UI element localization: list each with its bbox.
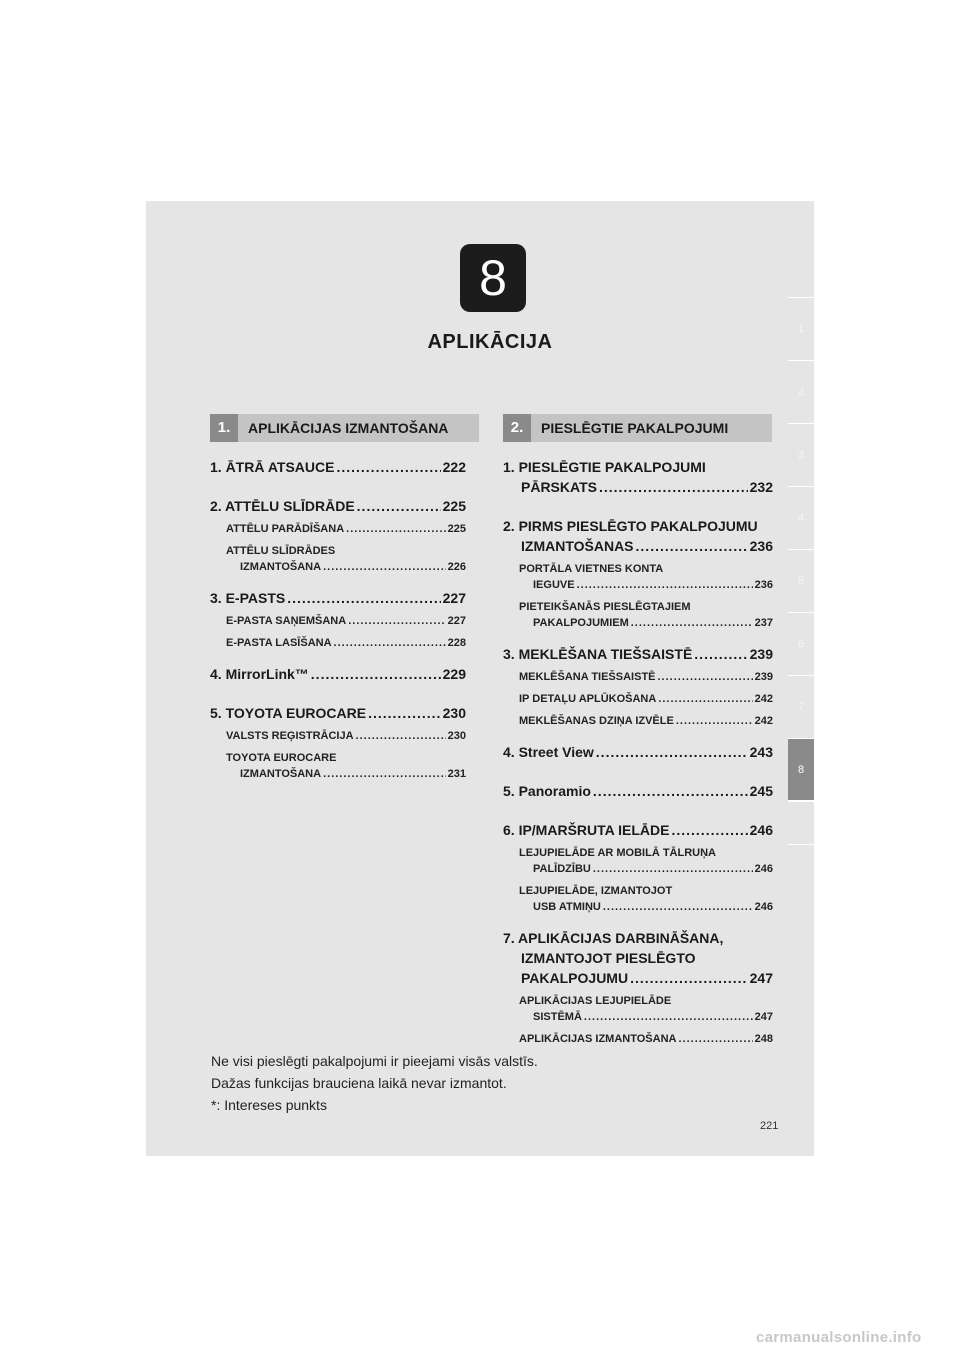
toc-subentry-title: IP DETAĻU APLŪKOŠANA [519,693,657,705]
leader-dots [311,664,441,684]
toc-entry-line[interactable] [503,968,773,988]
toc-entry-page: 239 [749,646,773,662]
toc-subentries [503,669,773,729]
toc-subentry-title: PALĪDZĪBU [533,863,591,875]
toc-subentry-line[interactable] [503,577,773,593]
toc-entry [503,742,773,762]
footer-note: Dažas funkcijas brauciena laikā nevar izmantot. [211,1075,507,1091]
chapter-tab-1[interactable]: 1 [788,297,814,360]
toc-subentry-line[interactable] [210,613,466,629]
toc-entry [503,928,773,1047]
toc-subentry [503,993,773,1025]
toc-subentry-page: 230 [447,730,466,742]
toc-entry-line[interactable] [503,742,773,762]
toc-entry-page: 236 [749,538,773,554]
chapter-tab-3[interactable]: 3 [788,423,814,486]
toc-subentry [503,883,773,915]
toc-subentry-page: 228 [447,637,466,649]
leader-dots [356,728,446,744]
leader-dots [323,559,446,575]
toc-subentry [503,561,773,593]
toc-subentry-title: MEKLĒŠANAS DZIŅA IZVĒLE [519,715,674,727]
toc-entry-title: IZMANTOJOT PIESLĒGTO [521,950,696,966]
leader-dots [593,781,748,801]
toc-subentry-page: 236 [754,579,773,591]
toc-subentry-line[interactable] [210,521,466,537]
toc-subentry-line[interactable] [503,993,773,1009]
toc-subentry-line[interactable] [503,883,773,899]
chapter-tab-5[interactable]: 5 [788,549,814,612]
toc-entry-page: 227 [442,590,466,606]
toc-subentry-line[interactable] [503,691,773,707]
toc-entry-title: 5. Panoramio [503,783,591,799]
leader-dots [658,669,753,685]
toc-subentry-line[interactable] [503,899,773,915]
toc-entry-title: 4. MirrorLink™ [210,666,309,682]
toc-entry-title: 4. Street View [503,744,594,760]
toc-subentry-title: APLIKĀCIJAS LEJUPIELĀDE [519,995,672,1007]
toc-entry-page: 222 [442,459,466,475]
toc-subentries [210,613,466,651]
toc-entry-title: 3. MEKLĒŠANA TIEŠSAISTĒ [503,646,693,662]
toc-entry-title: 1. PIESLĒGTIE PAKALPOJUMI [503,459,706,475]
toc-subentries [503,561,773,631]
toc-subentry-title: PORTĀLA VIETNES KONTA [519,563,664,575]
leader-dots [577,577,753,593]
toc-subentry-line[interactable] [503,1009,773,1025]
toc-entry-line[interactable] [210,703,466,723]
toc-entry-title: 2. ATTĒLU SLĪDRĀDE [210,498,355,514]
toc-entry-title: 3. E-PASTS [210,590,286,606]
section-header-1 [210,414,479,442]
leader-dots [636,536,748,556]
chapter-tab-4[interactable]: 4 [788,486,814,549]
toc-subentry-line[interactable] [210,543,466,559]
toc-entry-page: 243 [749,744,773,760]
toc-entry [210,457,466,477]
leader-dots [631,615,753,631]
leader-dots [336,457,440,477]
toc-subentry [210,635,466,651]
toc-entry-line[interactable] [503,948,773,968]
toc-subentry [210,543,466,575]
toc-subentry-page: 239 [754,671,773,683]
leader-dots [676,713,753,729]
toc-entry-line[interactable] [503,781,773,801]
toc-subentry [503,669,773,685]
toc-entry-page: 229 [442,666,466,682]
toc-subentry-page: 242 [754,715,773,727]
toc-entry [503,644,773,729]
section-title: APLIKĀCIJAS IZMANTOŠANA [248,420,449,436]
toc-subentry-page: 246 [754,863,773,875]
chapter-title: APLIKĀCIJA [427,331,553,353]
toc-subentry [503,691,773,707]
toc-subentry-line[interactable] [503,599,773,615]
leader-dots [603,899,753,915]
toc-subentry [503,599,773,631]
toc-subentry-line[interactable] [210,750,466,766]
toc-subentry [210,613,466,629]
toc-column-1 [210,457,466,795]
toc-entry-page: 232 [749,479,773,495]
toc-entry-line[interactable] [503,820,773,840]
toc-entry-line[interactable] [210,496,466,516]
toc-subentry-title: LEJUPIELĀDE AR MOBILĀ TĀLRUŅA [519,847,716,859]
toc-entry-line[interactable] [503,516,773,536]
footer-note: Ne visi pieslēgti pakalpojumi ir pieejami visās valstīs. [211,1053,538,1069]
toc-entry-title: IZMANTOŠANAS [521,538,634,554]
chapter-tab-8[interactable]: 8 [788,738,814,801]
toc-entry-title: 6. IP/MARŠRUTA IELĀDE [503,822,670,838]
leader-dots [658,691,752,707]
leader-dots [671,820,747,840]
toc-entry [210,664,466,684]
toc-subentry-title: USB ATMIŅU [533,901,601,913]
toc-subentry-title: ATTĒLU SLĪDRĀDES [226,545,336,557]
leader-dots [678,1031,752,1047]
toc-entry-page: 225 [442,498,466,514]
toc-entry-page: 230 [442,705,466,721]
footer-note: *: Intereses punkts [211,1097,327,1113]
toc-subentries [503,993,773,1047]
chapter-tab-2[interactable]: 2 [788,360,814,423]
toc-entry-line[interactable] [503,536,773,556]
toc-entry-title: 1. ĀTRĀ ATSAUCE [210,459,335,475]
toc-entry-page: 247 [749,970,773,986]
toc-subentries [503,845,773,915]
toc-subentry-line[interactable] [503,561,773,577]
toc-subentry-page: 226 [447,561,466,573]
toc-subentry-line[interactable] [503,1031,773,1047]
toc-entry [503,457,773,497]
toc-entry-page: 246 [749,822,773,838]
toc-entry-line[interactable] [210,457,466,477]
toc-entry [210,496,466,575]
leader-dots [593,861,753,877]
leader-dots [346,521,445,537]
toc-entry-line[interactable] [503,644,773,664]
chapter-number-badge: 8 [460,244,526,312]
toc-subentry-line[interactable] [503,845,773,861]
leader-dots [368,703,441,723]
toc-subentry [210,728,466,744]
toc-subentry-page: 247 [754,1011,773,1023]
toc-entry-line[interactable] [210,588,466,608]
toc-subentry-line[interactable] [210,635,466,651]
section-number: 2. [503,414,531,442]
toc-subentry-page: 225 [447,523,466,535]
leader-dots [334,635,446,651]
toc-subentry-line[interactable] [503,713,773,729]
toc-subentry-page: 227 [447,615,466,627]
leader-dots [323,766,446,782]
footer-notes [211,1050,538,1116]
chapter-tab-7[interactable]: 7 [788,675,814,738]
toc-subentry-line[interactable] [503,669,773,685]
toc-entry-line[interactable] [503,477,773,497]
toc-subentry [503,845,773,877]
toc-entry-title: 2. PIRMS PIESLĒGTO PAKALPOJUMU [503,518,758,534]
chapter-side-tabs [788,297,814,845]
toc-subentry-line[interactable] [503,861,773,877]
section-number: 1. [210,414,238,442]
toc-subentry-page: 248 [754,1033,773,1045]
section-title: PIESLĒGTIE PAKALPOJUMI [541,420,729,436]
leader-dots [596,742,748,762]
toc-subentry-title: SISTĒMĀ [533,1011,582,1023]
leader-dots [357,496,441,516]
toc-subentry-page: 237 [754,617,773,629]
toc-entry-title: 7. APLIKĀCIJAS DARBINĀŠANA, [503,930,724,946]
toc-subentry-title: ATTĒLU PARĀDĪŠANA [226,523,345,535]
toc-entry [210,703,466,782]
leader-dots [630,968,748,988]
toc-subentry-title: VALSTS REĢISTRĀCIJA [226,730,354,742]
toc-subentry-title: PIETEIKŠANĀS PIESLĒGTAJIEM [519,601,691,613]
toc-subentry-line[interactable] [210,559,466,575]
toc-column-2 [503,457,773,1060]
toc-subentry-title: IEGUVE [533,579,575,591]
toc-entry-title: PĀRSKATS [521,479,597,495]
toc-subentry-page: 231 [447,768,466,780]
toc-subentry-title: LEJUPIELĀDE, IZMANTOJOT [519,885,673,897]
toc-subentry-line[interactable] [210,766,466,782]
toc-subentry [503,1031,773,1047]
toc-subentry-title: MEKLĒŠANA TIEŠSAISTĒ [519,671,656,683]
toc-entry [503,820,773,915]
toc-subentry-line[interactable] [503,615,773,631]
toc-subentry-page: 246 [754,901,773,913]
toc-subentry-title: E-PASTA LASĪŠANA [226,637,332,649]
toc-entry [503,516,773,631]
toc-subentries [210,521,466,575]
toc-entry [210,588,466,651]
toc-entry-line[interactable] [503,928,773,948]
toc-subentry-line[interactable] [210,728,466,744]
toc-subentry-title: PAKALPOJUMIEM [533,617,629,629]
leader-dots [584,1009,753,1025]
toc-subentry [210,521,466,537]
section-header-2 [503,414,772,442]
toc-entry-line[interactable] [503,457,773,477]
toc-subentry-title: IZMANTOŠANA [240,768,322,780]
toc-subentry-title: E-PASTA SAŅEMŠANA [226,615,347,627]
toc-entry-title: PAKALPOJUMU [521,970,629,986]
leader-dots [287,588,440,608]
toc-entry-title: 5. TOYOTA EUROCARE [210,705,367,721]
watermark: carmanualsonline.info [756,1329,922,1346]
toc-entry-page: 245 [749,783,773,799]
toc-subentry [503,713,773,729]
toc-entry-line[interactable] [210,664,466,684]
leader-dots [694,644,747,664]
leader-dots [348,613,445,629]
toc-subentry-page: 242 [754,693,773,705]
toc-subentry-title: IZMANTOŠANA [240,561,322,573]
leader-dots [599,477,748,497]
toc-subentry-title: TOYOTA EUROCARE [226,752,337,764]
toc-subentry [210,750,466,782]
toc-subentry-title: APLIKĀCIJAS IZMANTOŠANA [519,1033,677,1045]
toc-entry [503,781,773,801]
page-number: 221 [760,1120,779,1132]
toc-subentries [210,728,466,782]
chapter-tab-spacer [788,801,814,845]
chapter-tab-6[interactable]: 6 [788,612,814,675]
